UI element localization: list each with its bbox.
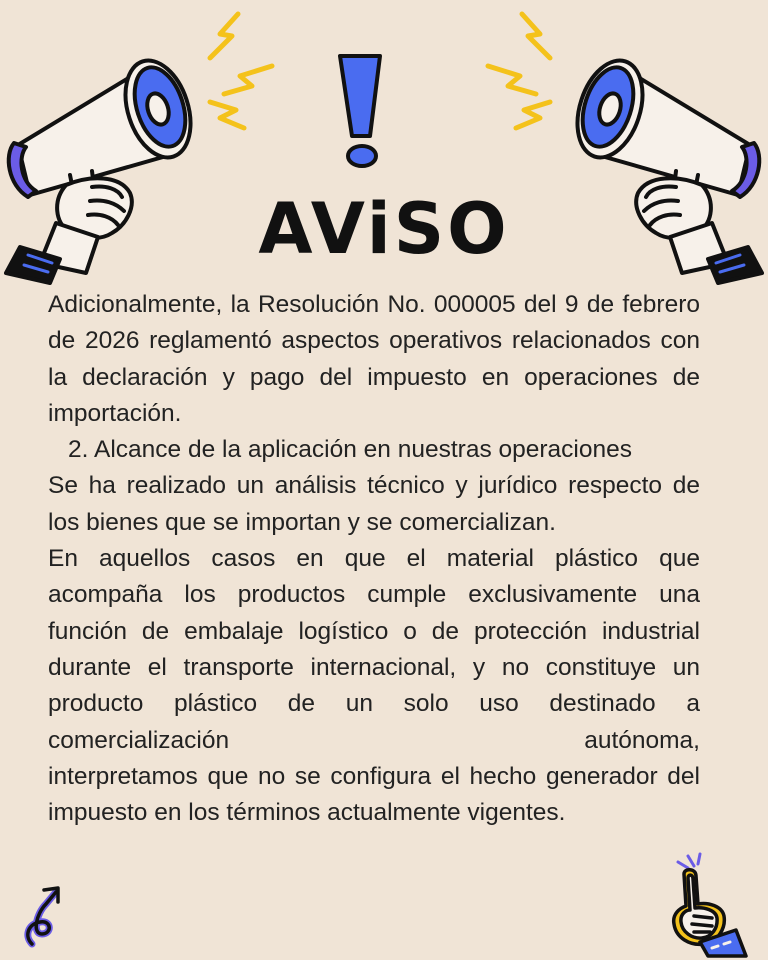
lightning-bolt-icon xyxy=(180,10,280,150)
list-item xyxy=(48,432,700,468)
list-number: 2. xyxy=(68,436,89,464)
paragraph: En aquellos casos en que el material plástico que acompaña los productos cumple exclusivamente una función de embalaje logístico o de protección industrial durante el transporte internacional, y no constituye un producto plástico de un solo uso destinado a comercialización autónoma, xyxy=(48,545,700,754)
notice-body xyxy=(48,287,700,831)
lightning-bolt-icon xyxy=(480,10,580,150)
pointing-hand-icon xyxy=(660,852,750,958)
paragraph: Se ha realizado un análisis técnico y jurídico respecto de los bienes que se importan y se comercializan. xyxy=(48,472,700,536)
page-title: AViSO xyxy=(258,188,510,270)
exclamation-icon xyxy=(336,52,386,172)
paragraph: interpretamos que no se configura el hecho generador del impuesto en los términos actualmente vigentes. xyxy=(48,762,700,827)
list-item-text: Alcance de la aplicación en nuestras operaciones xyxy=(94,436,632,464)
curly-arrow-icon xyxy=(22,884,66,950)
paragraph: Adicionalmente, la Resolución No. 000005 del 9 de febrero de 2026 reglamentó aspectos operativos relacionados con la declaración y pago del impuesto en operaciones de importación. xyxy=(48,291,700,427)
